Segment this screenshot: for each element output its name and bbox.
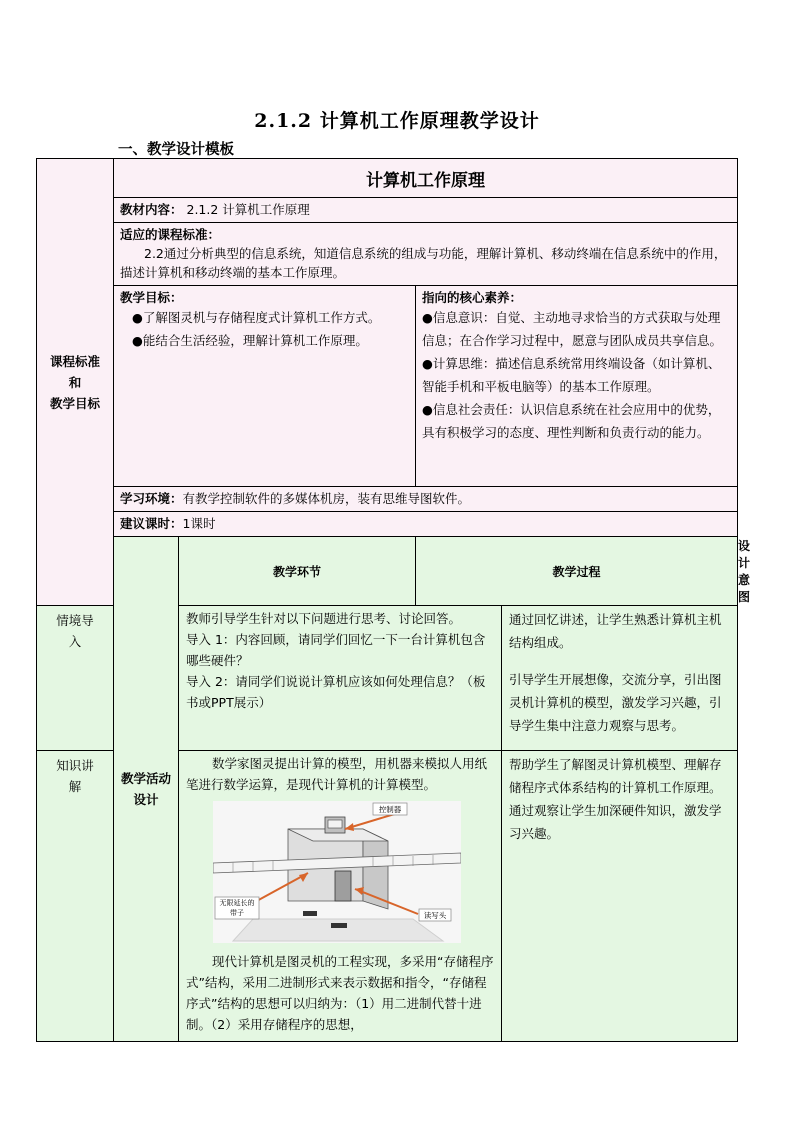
label-head: 读写头 — [423, 911, 447, 920]
intent-line: 引导学生开展想像，交流分享，引出图灵机计算机的模型，激发学习兴趣，引导学生集中注意力观察与思考。 — [509, 672, 722, 733]
label-controller: 控制器 — [378, 805, 402, 814]
svg-text:带子: 带子 — [230, 909, 244, 917]
stage-knowledge-label: 知识讲解 — [56, 758, 94, 794]
intent-line: 通过回忆讲述，让学生熟悉计算机主机结构组成。 — [509, 612, 722, 650]
stage-knowledge — [37, 751, 114, 1042]
material-label: 教材内容： — [120, 202, 183, 217]
intent-intro — [502, 606, 738, 751]
standard-row — [114, 223, 738, 286]
side-label-line: 课程标准 — [49, 353, 100, 369]
material-row — [114, 198, 738, 223]
section-heading: 一、教学设计模板 — [118, 142, 234, 158]
process-knowledge — [179, 751, 502, 1042]
course-title: 计算机工作原理 — [114, 159, 738, 198]
turing-machine-illustration — [213, 801, 461, 943]
environment-value: 有教学控制软件的多媒体机房，装有思维导图软件。 — [182, 491, 471, 506]
side-label-line: 教学目标 — [49, 395, 100, 411]
side-label-line: 和 — [68, 374, 82, 390]
literacy-label: 指向的核心素养： — [422, 290, 523, 305]
header-stage: 教学环节 — [179, 537, 416, 606]
hours-value: 1课时 — [182, 516, 216, 531]
standard-text: 2.2通过分析典型的信息系统，知道信息系统的组成与功能，理解计算机、移动终端在信息系统中的作用，描述计算机和移动终端的基本工作原理。 — [120, 246, 727, 280]
side-label-line: 设计 — [133, 792, 159, 807]
svg-text:无限延长的: 无限延长的 — [219, 899, 255, 907]
material-value: 2.1.2 计算机工作原理 — [182, 202, 310, 217]
intent-knowledge: 帮助学生了解图灵计算机模型、理解存储程序式体系结构的计算机工作原理。通过观察让学生加深硬件知识，激发学习兴趣。 — [502, 751, 738, 1042]
goal-item: ●能结合生活经验，理解计算机工作原理。 — [132, 333, 368, 348]
literacy-item: ●计算思维：描述信息系统常用终端设备（如计算机、智能手机和平板电脑等）的基本工作原理。 — [422, 356, 721, 394]
literacy-item: ●信息社会责任：认识信息系统在社会应用中的优势，具有积极学习的态度、理性判断和负责行动的能力。 — [422, 402, 721, 440]
document-title: 2.1.2 计算机工作原理教学设计 — [254, 110, 540, 132]
literacy-item: ●信息意识：自觉、主动地寻求恰当的方式获取与处理信息；在合作学习过程中，愿意与团队成员共享信息。 — [422, 310, 723, 348]
side-label-standards — [37, 159, 114, 606]
process-line: 导入 2：请同学们说说计算机应该如何处理信息？（板书或PPT展示） — [186, 674, 486, 710]
header-process: 教学过程 — [416, 537, 738, 606]
process-paragraph: 数学家图灵提出计算的模型，用机器来模拟人用纸笔进行数学运算，是现代计算机的计算模型。 — [186, 756, 488, 792]
hours-label: 建议课时： — [120, 516, 183, 531]
literacy-cell — [416, 286, 738, 487]
side-label-activities — [114, 537, 179, 1042]
process-paragraph: 现代计算机是图灵机的工程实现，多采用“存储程序式”结构，采用二进制形式来表示数据和指令，“存储程序式”结构的思想可以归纳为：（1）用二进制代替十进制。（2）采用存储程序的思想， — [186, 954, 494, 1032]
process-line: 教师引导学生针对以下问题进行思考、讨论回答。 — [186, 611, 462, 626]
turing-machine-figure — [213, 801, 461, 943]
environment-row — [114, 487, 738, 512]
stage-intro — [37, 606, 114, 751]
process-intro — [179, 606, 502, 751]
side-label-line: 教学活动 — [120, 771, 171, 786]
stage-intro-label: 情境导入 — [56, 613, 94, 649]
environment-label: 学习环境： — [120, 491, 183, 506]
process-line: 导入 1：内容回顾，请同学们回忆一下一台计算机包含哪些硬件？ — [186, 632, 486, 668]
goals-cell — [114, 286, 416, 487]
standard-label: 适应的课程标准： — [120, 227, 221, 242]
goal-item: ●了解图灵机与存储程度式计算机工作方式。 — [132, 310, 381, 325]
lesson-plan-table: 课程标准 和 教学目标 计算机工作原理 教材内容： 2.1.2 计算机工作原理 适应的课程标准： 2.2通过分析典型的信息系统，知道信息系统的组成与功能，理解计算机、移动终端在信息系统中的作用，描述计算机和移动终端的基本工作原理。 教学目标： ●了解图灵机与存储程度式计算机工作方式。 ●能结合生活经验，理解计算机工作原理。 指向的核心素养： ●信息意识：自觉、主动地寻求恰当的方式获取与处理信息；在合作学习过程中，愿意与团队成员共享信息。 ●计算思维：描述信息系统常用终端设备（如计算机、智能手机和平板电脑等）的基本工作原理。 ●信息社会责任：认识信息系统在社会应用中的优势，具有积极学习的态度、理性判断和负责行动的能力。 学习环境：有教学控制软件的多媒体机房，装有思维导图软件。 建议课时：1课时 教学活动 设计 教学环节 教学过程 设计意图 情境导入 教师引导学生针对以下问题进行思考、讨论回答。 导入 1：内容回顾，请同学们回忆一下一台计算机包含哪些硬件？ 导入 2：请同学们说说计算机应该如何处理信息？（板书或PPT展示） 通过回忆讲述，让学生熟悉计算机主机结构组成。 引导学生开展想像，交流分享，引出图灵机计算机的模型，激发学习兴趣，引导学生集中注意力观察与思考。 知识讲解 数学家图灵提出计算的模型，用机器来模拟人用纸笔进行数学运算，是现代计算机的计算模型。 控制器 无限延长的 带子 读写头 现代计算机是图灵机的工程实现，多采用“存储程序式”结构，采用二进制形式来表示数据和指令，“存储程序式”结构的思想可以归纳为：（1）用二进制代替十进制。（2）采用存储程序的思想， 帮助学生了解图灵计算机模型、理解存储程序式体系结构的计算机工作原理。通过观察让学生加深硬件知识，激发学习兴趣。 — [36, 158, 738, 1042]
hours-row — [114, 512, 738, 537]
goal-label: 教学目标： — [120, 290, 183, 305]
